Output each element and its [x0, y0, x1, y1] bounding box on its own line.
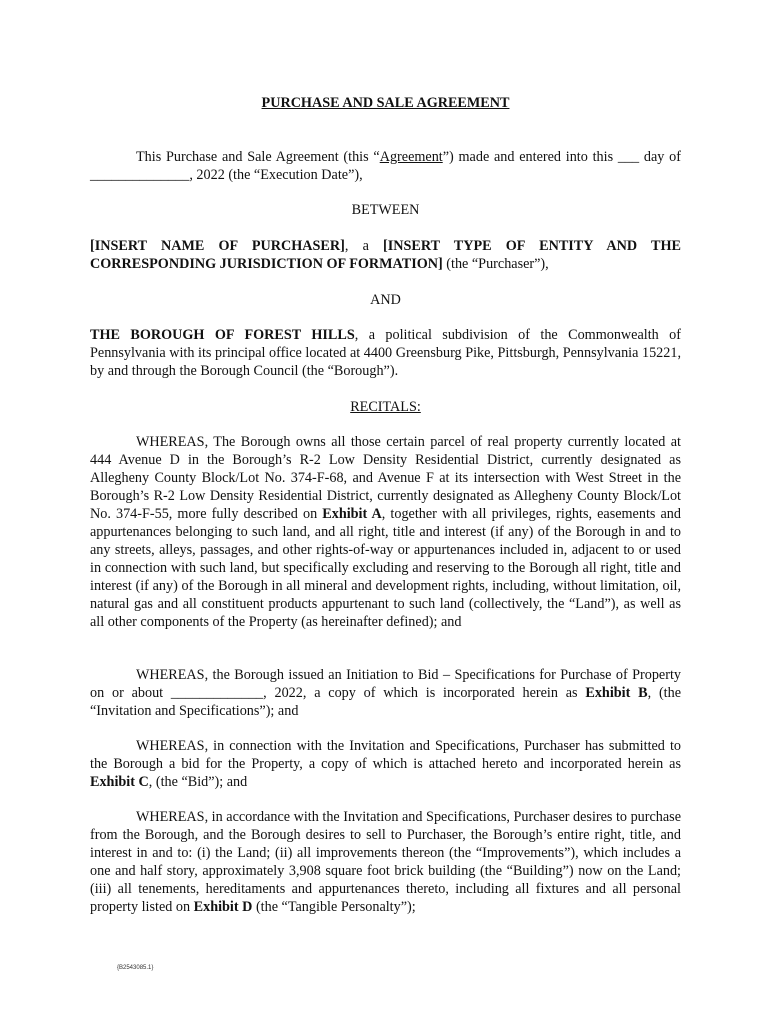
purchaser-paragraph: [INSERT NAME OF PURCHASER], a [INSERT TYPE OF ENTITY AND THE CORRESPONDING JURISDICTION OF FORMATION] (the “Purchaser”), — [90, 238, 681, 272]
purchaser-name: [INSERT NAME OF PURCHASER] — [90, 238, 345, 254]
recitals-heading: RECITALS: — [350, 399, 421, 415]
recital-3: WHEREAS, in connection with the Invitation and Specifications, Purchaser has submitted to the Borough a bid for the Property, a copy of which is attached hereto and incorporated herein as Exhibit C, (the “Bid”); and — [90, 738, 681, 790]
borough-name: THE BOROUGH OF FOREST HILLS — [90, 327, 355, 343]
recital-2: WHEREAS, the Borough issued an Initiation to Bid – Specifications for Purchase of Property on or about _____________, 2022, a copy of which is incorporated herein as Exhibit B, (the “Invitation and Specifications”); and — [90, 667, 681, 719]
recital-1: WHEREAS, The Borough owns all those certain parcel of real property currently located at 444 Avenue D in the Borough’s R-2 Low Density Residential District, currently designated as Allegheny County Block/Lot No. 374-F-68, and Avenue F at its intersection with West Street in the Borough’s R-2 Low Density Residential District, currently designated as Allegheny County Block/Lot No. 374-F-55, more fully described on Exhibit A, together with all privileges, rights, easements and appurtenances belonging to such land, and all right, title and interest (if any) of the Borough in and to any streets, alleys, passages, and other rights-of-way or appurtenances included in, adjacent to or used in connection with such land, but specifically excluding and reserving to the Borough all right, title and interest (if any) of the Borough in all mineral and development rights, including, without limitation, oil, natural gas and all constituent products appurtenant to such land (collectively, the “Land”), as well as all other components of the Property (as hereinafter defined); and — [90, 434, 681, 630]
exhibit-d: Exhibit D — [193, 899, 253, 915]
exhibit-a: Exhibit A — [322, 506, 382, 522]
exhibit-b: Exhibit B — [585, 685, 648, 701]
recital-4: WHEREAS, in accordance with the Invitation and Specifications, Purchaser desires to purchase from the Borough, and the Borough desires to sell to Purchaser, the Borough’s entire right, title, and interest in and to: (i) the Land; (ii) all improvements thereon (the “Improvements”), which includes a one and half story, approximately 3,908 square foot brick building (the “Building”) now on the Land; (iii) all tenements, hereditaments and appurtenances thereto, including all fixtures and all personal property listed on Exhibit D (the “Tangible Personalty”); — [90, 809, 681, 915]
and-heading: AND — [370, 292, 401, 308]
intro-paragraph: This Purchase and Sale Agreement (this “Agreement”) made and entered into this ___ day of ______________, 2022 (the “Execution Date”), — [90, 149, 681, 183]
exhibit-c: Exhibit C — [90, 774, 149, 790]
borough-paragraph: THE BOROUGH OF FOREST HILLS, a political subdivision of the Commonwealth of Pennsylvania with its principal office located at 4400 Greensburg Pike, Pittsburgh, Pennsylvania 15221, by and through the Borough Council (the “Borough”). — [90, 327, 681, 379]
agreement-defined-term: Agreement — [379, 149, 443, 165]
between-heading: BETWEEN — [351, 202, 420, 218]
purchaser-entity: [INSERT TYPE OF ENTITY AND THE CORRESPONDING JURISDICTION OF FORMATION] — [90, 238, 681, 272]
document-id-footer: {B2543085.1} — [117, 965, 154, 971]
document-title: PURCHASE AND SALE AGREEMENT — [261, 95, 510, 111]
